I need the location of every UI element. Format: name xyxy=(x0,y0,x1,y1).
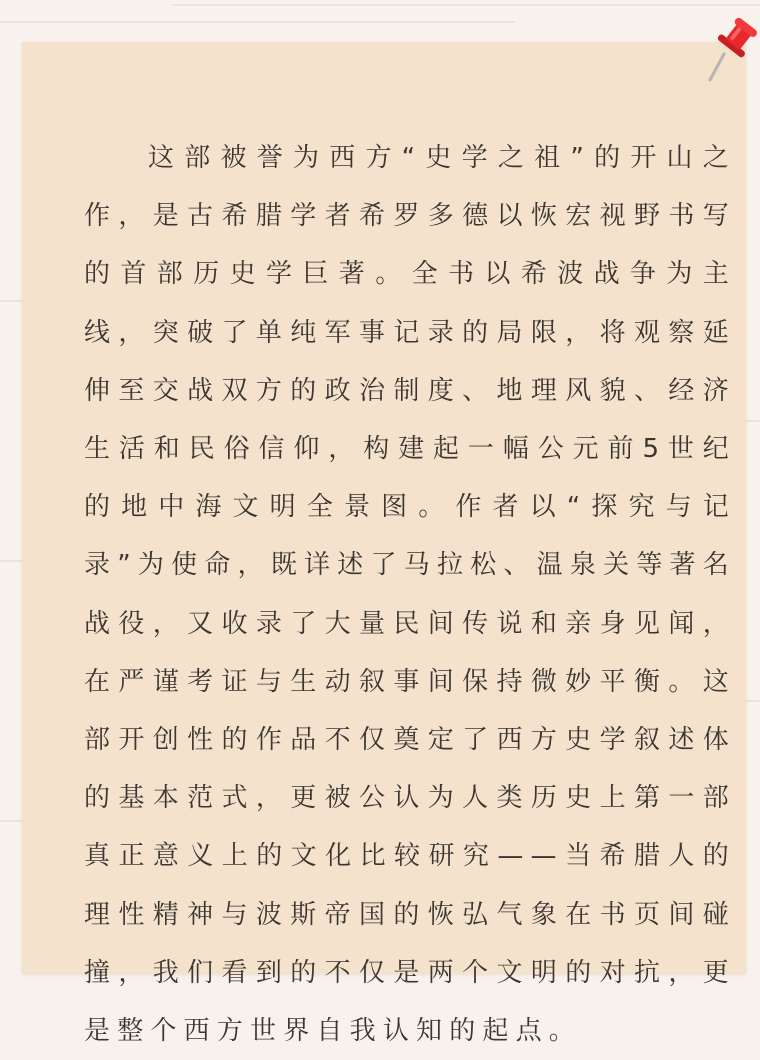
background-rule-line xyxy=(0,21,515,23)
note-paragraph: 这部被誉为西方“史学之祖”的开山之作，是古希腊学者希罗多德以恢宏视野书写的首部历史学巨著。全书以希波战争为主线，突破了单纯军事记录的局限，将观察延伸至交战双方的政治制度、地理风貌、经济生活和民俗信仰，构建起一幅公元前5世纪的地中海文明全景图。作者以“探究与记录”为使命，既详述了马拉松、温泉关等著名战役，又收录了大量民间传说和亲身见闻，在严谨考证与生动叙事间保持微妙平衡。这部开创性的作品不仅奠定了西方史学叙述体的基本范式，更被公认为人类历史上第一部真正意义上的文化比较研究——当希腊人的理性精神与波斯帝国的恢弘气象在书页间碰撞，我们看到的不仅是两个文明的对抗，更是整个西方世界自我认知的起点。 xyxy=(84,143,736,1047)
background-rule-line xyxy=(172,4,760,6)
paper-note xyxy=(22,42,746,1047)
background-rule-line xyxy=(0,820,22,822)
background-rule-line xyxy=(0,300,22,302)
background-rule-line xyxy=(0,560,22,562)
pushpin-icon xyxy=(700,14,760,86)
background-rule-line xyxy=(746,420,760,422)
background-rule-line xyxy=(746,700,760,702)
